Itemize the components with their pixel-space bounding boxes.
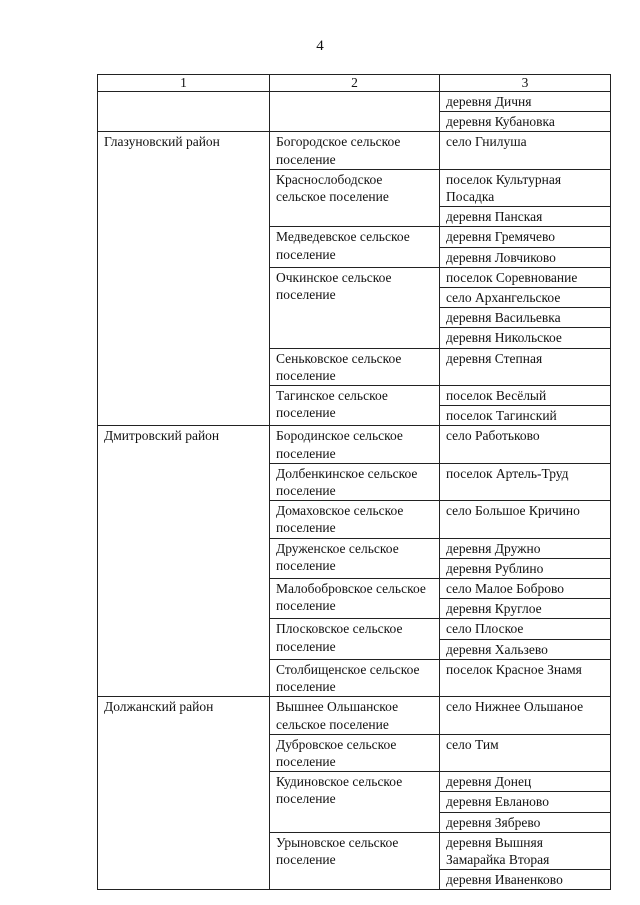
locality-cell: деревня Круглое [440, 599, 611, 619]
table-row [98, 132, 611, 169]
column-header: 2 [270, 75, 440, 92]
settlement-cell: Долбенкинское сельское поселение [270, 463, 440, 500]
locality-cell: деревня Дичня [440, 92, 611, 112]
locality-cell: деревня Зябрево [440, 812, 611, 832]
settlement-cell: Малобобровское сельское поселение [270, 579, 440, 619]
locality-cell: деревня Степная [440, 348, 611, 385]
page-number: 4 [316, 38, 324, 54]
settlement-cell: Очкинское сельское поселение [270, 267, 440, 348]
settlement-cell: Тагинское сельское поселение [270, 386, 440, 426]
locality-cell: село Архангельское [440, 288, 611, 308]
settlement-cell: Вышнее Ольшанское сельское поселение [270, 697, 440, 734]
locality-cell: деревня Хальзево [440, 639, 611, 659]
settlements-table [97, 74, 611, 890]
locality-cell: деревня Донец [440, 772, 611, 792]
settlement-cell: Друженское сельское поселение [270, 538, 440, 578]
district-cell [98, 92, 270, 132]
table-row [98, 697, 611, 734]
locality-cell: село Нижнее Ольшаное [440, 697, 611, 734]
settlement-cell [270, 92, 440, 132]
settlement-cell: Плосковское сельское поселение [270, 619, 440, 659]
settlement-cell: Медведевское сельское поселение [270, 227, 440, 267]
locality-cell: село Работьково [440, 426, 611, 463]
locality-cell: село Плоское [440, 619, 611, 639]
locality-cell: село Тим [440, 734, 611, 771]
district-cell: Дмитровский район [98, 426, 270, 697]
locality-cell: поселок Артель-Труд [440, 463, 611, 500]
locality-cell: деревня Дружно [440, 538, 611, 558]
locality-cell: деревня Васильевка [440, 308, 611, 328]
locality-cell: село Большое Кричино [440, 501, 611, 538]
table-row [98, 92, 611, 112]
locality-cell: деревня Иваненково [440, 870, 611, 890]
settlement-cell: Бородинское сельское поселение [270, 426, 440, 463]
locality-cell: село Гнилуша [440, 132, 611, 169]
locality-cell: поселок Культурная Посадка [440, 169, 611, 206]
column-header: 1 [98, 75, 270, 92]
locality-cell: деревня Панская [440, 207, 611, 227]
settlement-cell: Столбищенское сельское поселение [270, 659, 440, 696]
settlement-cell: Сеньковское сельское поселение [270, 348, 440, 385]
locality-cell: деревня Рублино [440, 558, 611, 578]
locality-cell: деревня Никольское [440, 328, 611, 348]
settlement-cell: Домаховское сельское поселение [270, 501, 440, 538]
locality-cell: деревня Евланово [440, 792, 611, 812]
column-header: 3 [440, 75, 611, 92]
locality-cell: поселок Тагинский [440, 406, 611, 426]
locality-cell: село Малое Боброво [440, 579, 611, 599]
district-cell: Глазуновский район [98, 132, 270, 426]
settlement-cell: Кудиновское сельское поселение [270, 772, 440, 833]
table-row [98, 426, 611, 463]
table-header-row [98, 75, 611, 92]
settlement-cell: Краснослободское сельское поселение [270, 169, 440, 227]
settlement-cell: Богородское сельское поселение [270, 132, 440, 169]
locality-cell: поселок Весёлый [440, 386, 611, 406]
locality-cell: поселок Красное Знамя [440, 659, 611, 696]
locality-cell: поселок Соревнование [440, 267, 611, 287]
locality-cell: деревня Гремячево [440, 227, 611, 247]
district-cell: Должанский район [98, 697, 270, 890]
locality-cell: деревня Ловчиково [440, 247, 611, 267]
settlement-cell: Дубровское сельское поселение [270, 734, 440, 771]
locality-cell: деревня Вышняя Замарайка Вторая [440, 832, 611, 869]
settlement-cell: Урыновское сельское поселение [270, 832, 440, 890]
locality-cell: деревня Кубановка [440, 112, 611, 132]
